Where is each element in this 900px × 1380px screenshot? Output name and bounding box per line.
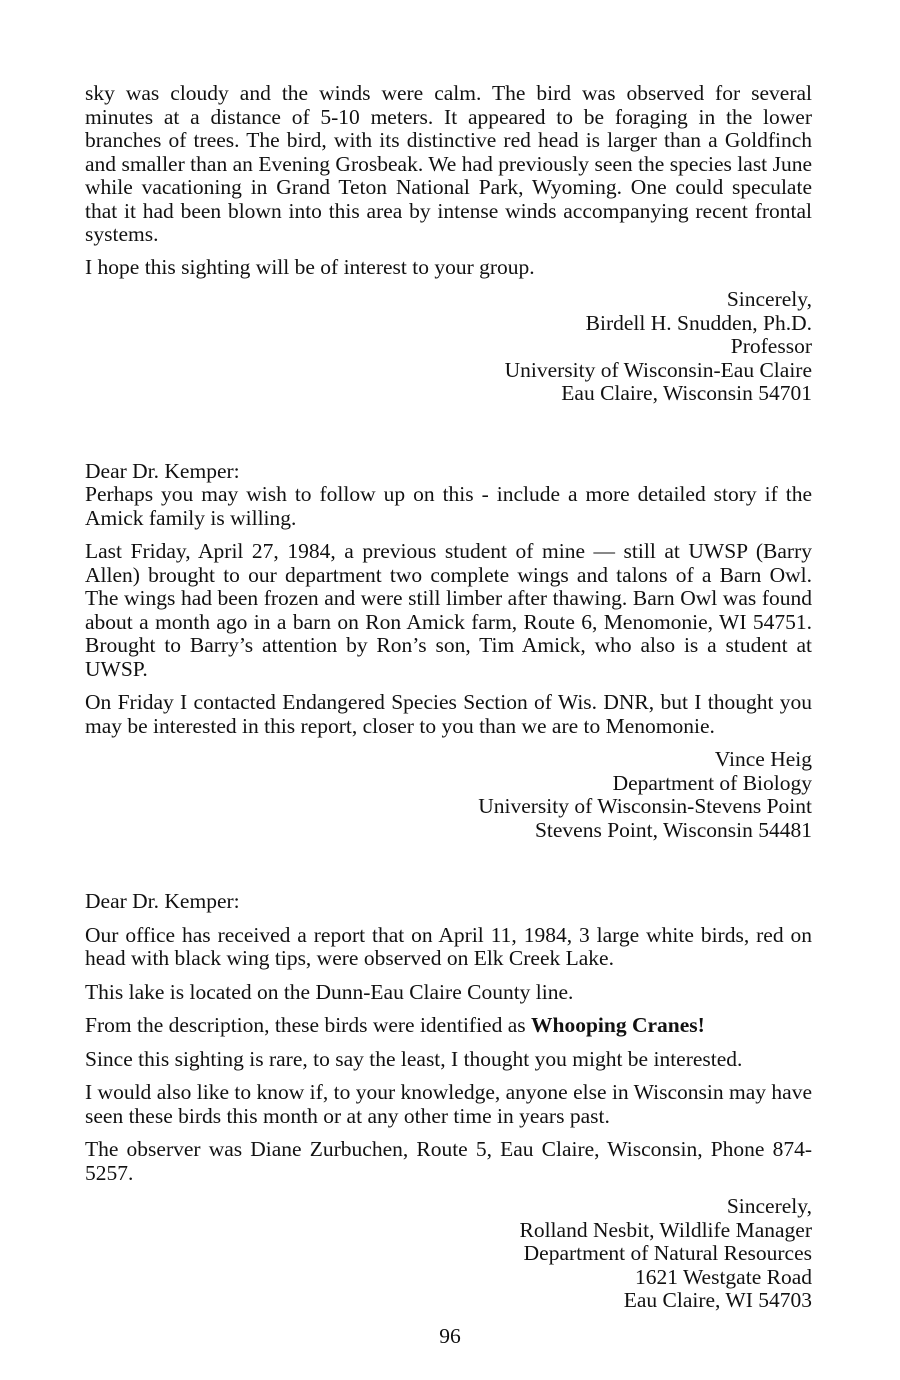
salutation: Dear Dr. Kemper: bbox=[85, 889, 240, 913]
paragraph-text: From the description, these birds were identified as bbox=[85, 1013, 532, 1037]
salutation: Dear Dr. Kemper: bbox=[85, 458, 240, 483]
body-paragraph: Our office has received a report that on April 11, 1984, 3 large white birds, red on head with black wing tips, were observed on Elk Creek Lake. bbox=[85, 922, 812, 970]
signature-line: Eau Claire, WI 54703 bbox=[623, 1288, 812, 1312]
signature-line: Sincerely, bbox=[726, 1194, 812, 1218]
signature-line: Eau Claire, Wisconsin 54701 bbox=[561, 381, 812, 405]
signature-line: Department of Natural Resources bbox=[523, 1241, 812, 1265]
signature-line: University of Wisconsin-Stevens Point bbox=[478, 794, 812, 818]
signature-line: University of Wisconsin-Eau Claire bbox=[504, 357, 812, 382]
body-paragraph: Since this sighting is rare, to say the least, I thought you might be interested. bbox=[85, 1046, 743, 1071]
emphasized-text: Whooping Cranes! bbox=[531, 1013, 705, 1037]
signature-block bbox=[85, 748, 812, 842]
signature-line: Birdell H. Snudden, Ph.D. bbox=[585, 310, 812, 335]
signature-line: Professor bbox=[730, 334, 812, 358]
body-paragraph: The observer was Diane Zurbuchen, Route 5, Eau Claire, Wisconsin, Phone 874-5257. bbox=[85, 1137, 812, 1185]
page-number: 96 bbox=[439, 1324, 461, 1348]
signature-line: Rolland Nesbit, Wildlife Manager bbox=[519, 1217, 812, 1242]
body-paragraph: On Friday I contacted Endangered Species Section of Wis. DNR, but I thought you may be interested in this report, closer to you than we are to Menomonie. bbox=[85, 690, 812, 738]
signature-line: Stevens Point, Wisconsin 54481 bbox=[534, 817, 812, 842]
document-page bbox=[85, 82, 812, 1313]
letter-nesbit bbox=[85, 890, 812, 1313]
body-paragraph: This lake is located on the Dunn-Eau Claire County line. bbox=[85, 979, 574, 1004]
signature-line: Department of Biology bbox=[612, 770, 812, 795]
body-paragraph: Perhaps you may wish to follow up on this - include a more detailed story if the Amick family is willing. bbox=[85, 482, 812, 530]
body-paragraph: I hope this sighting will be of interest to your group. bbox=[85, 254, 535, 279]
letter-heig bbox=[85, 460, 812, 843]
letter-snudden bbox=[85, 82, 812, 406]
signature-block bbox=[85, 1195, 812, 1313]
body-paragraph: I would also like to know if, to your knowledge, anyone else in Wisconsin may have seen these birds this month or at any other time in years past. bbox=[85, 1080, 812, 1128]
signature-line: Vince Heig bbox=[714, 747, 812, 771]
body-paragraph: Last Friday, April 27, 1984, a previous student of mine — still at UWSP (Barry Allen) brought to our department two complete wings and talons of a Barn Owl. The wings had been frozen and were still limber after thawing. Barn Owl was found about a month ago in a barn on Ron Amick farm, Route 6, Menomonie, WI 54751. Brought to Barry’s attention by Ron’s son, Tim Amick, who also is a student at UWSP. bbox=[85, 539, 812, 681]
body-paragraph: sky was cloudy and the winds were calm. The bird was observed for several minutes at a distance of 5-10 meters. It appeared to be foraging in the lower branches of trees. The bird, with its distinctive red head is larger than a Goldfinch and smaller than an Evening Grosbeak. We had previously seen the species last June while vacationing in Grand Teton National Park, Wyoming. One could speculate that it had been blown into this area by intense winds accompanying recent frontal systems. bbox=[85, 81, 812, 246]
signature-line: 1621 Westgate Road bbox=[634, 1264, 812, 1289]
signature-line: Sincerely, bbox=[726, 287, 812, 311]
body-paragraph bbox=[85, 1014, 812, 1038]
signature-block bbox=[85, 288, 812, 406]
